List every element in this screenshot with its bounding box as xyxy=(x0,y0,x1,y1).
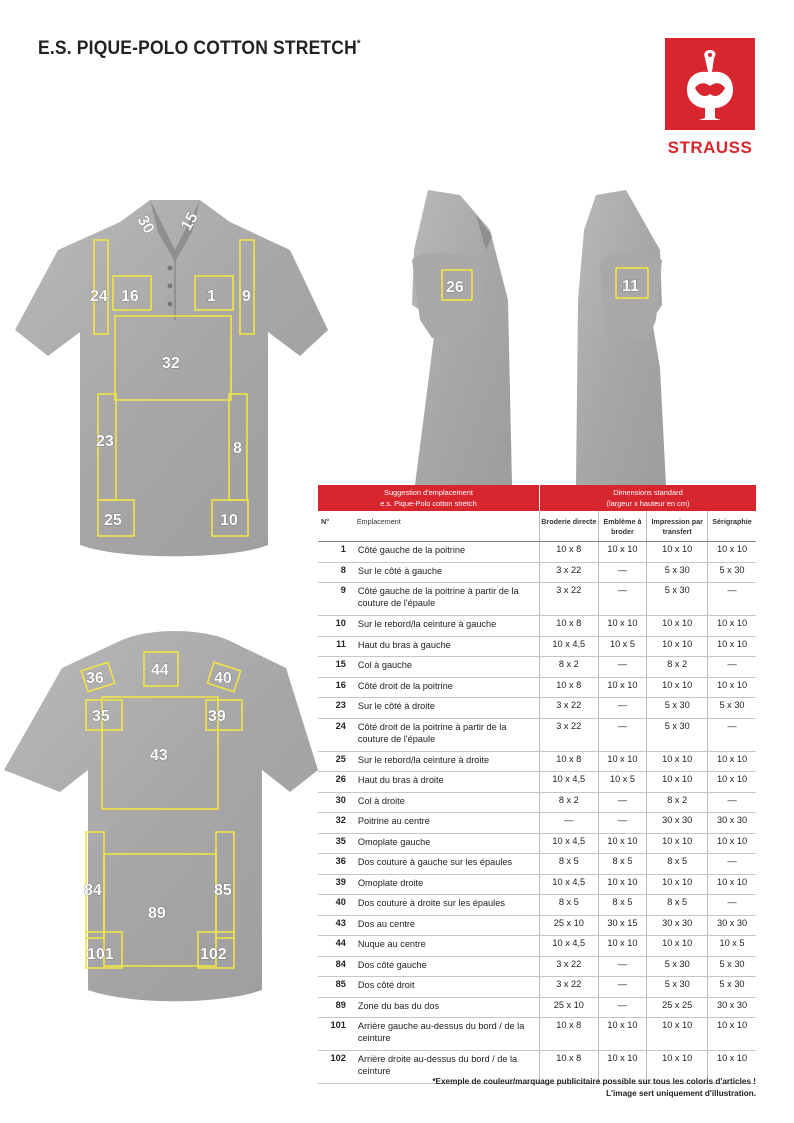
cell-embroidery: 3 x 22 xyxy=(539,583,598,616)
cell-number: 10 xyxy=(318,616,353,637)
col-embroidery: Broderie directe xyxy=(539,511,598,542)
cell-emblem: — xyxy=(598,956,647,977)
dimensions-header: Dimensions standard (largeur x hauteur en cm) xyxy=(539,485,756,511)
cell-location: Dos côté gauche xyxy=(353,956,540,977)
table-row xyxy=(318,751,756,772)
cell-location: Omoplate droite xyxy=(353,874,540,895)
table-row xyxy=(318,997,756,1018)
cell-location: Haut du bras à droite xyxy=(353,772,540,793)
cell-screen: 10 x 10 xyxy=(708,751,756,772)
front-view xyxy=(15,200,328,556)
cell-transfer: 10 x 10 xyxy=(647,616,708,637)
cell-number: 23 xyxy=(318,698,353,719)
cell-number: 85 xyxy=(318,977,353,998)
table-row xyxy=(318,915,756,936)
cell-number: 9 xyxy=(318,583,353,616)
cell-embroidery: 3 x 22 xyxy=(539,562,598,583)
cell-location: Côté droit de la poitrine à partir de la couture de l'épaule xyxy=(353,718,540,751)
cell-transfer: 5 x 30 xyxy=(647,977,708,998)
cell-location: Arrière gauche au-dessus du bord / de la ceinture xyxy=(353,1018,540,1051)
label-8: 8 xyxy=(233,440,242,457)
footnote xyxy=(432,1076,756,1100)
title-mark: * xyxy=(356,38,361,50)
table-row xyxy=(318,616,756,637)
cell-location: Nuque au centre xyxy=(353,936,540,957)
cell-screen: 10 x 10 xyxy=(708,772,756,793)
table-row xyxy=(318,583,756,616)
cell-location: Côté droit de la poitrine xyxy=(353,677,540,698)
cell-transfer: 8 x 5 xyxy=(647,895,708,916)
cell-transfer: 8 x 2 xyxy=(647,657,708,678)
table-row xyxy=(318,874,756,895)
table-row xyxy=(318,562,756,583)
cell-screen: — xyxy=(708,583,756,616)
label-36: 36 xyxy=(86,670,104,687)
cell-location: Arrière droite au-dessus du bord / de la ceinture xyxy=(353,1051,540,1084)
cell-screen: 10 x 10 xyxy=(708,616,756,637)
cell-number: 44 xyxy=(318,936,353,957)
cell-location: Poitrine au centre xyxy=(353,813,540,834)
cell-number: 84 xyxy=(318,956,353,977)
cell-embroidery: 10 x 8 xyxy=(539,1051,598,1084)
cell-location: Dos couture à droite sur les épaules xyxy=(353,895,540,916)
cell-number: 30 xyxy=(318,792,353,813)
cell-transfer: 5 x 30 xyxy=(647,718,708,751)
cell-embroidery: 10 x 4,5 xyxy=(539,833,598,854)
cell-screen: 5 x 30 xyxy=(708,956,756,977)
table-row xyxy=(318,936,756,957)
cell-number: 8 xyxy=(318,562,353,583)
cell-screen: — xyxy=(708,854,756,875)
cell-location: Sur le côté à gauche xyxy=(353,562,540,583)
cell-transfer: 8 x 2 xyxy=(647,792,708,813)
table-row xyxy=(318,657,756,678)
cell-emblem: 10 x 10 xyxy=(598,751,647,772)
cell-screen: 10 x 10 xyxy=(708,874,756,895)
brand-name: STRAUSS xyxy=(667,138,753,157)
table-row xyxy=(318,895,756,916)
cell-embroidery: 10 x 8 xyxy=(539,542,598,563)
label-26: 26 xyxy=(446,279,464,296)
side-view-right xyxy=(412,190,512,485)
cell-transfer: 30 x 30 xyxy=(647,813,708,834)
label-1: 1 xyxy=(207,288,216,305)
cell-location: Col à gauche xyxy=(353,657,540,678)
cell-screen: 10 x 10 xyxy=(708,1018,756,1051)
title-text: E.S. PIQUE-POLO COTTON STRETCH xyxy=(38,38,357,59)
cell-location: Côté gauche de la poitrine à partir de la couture de l'épaule xyxy=(353,583,540,616)
table-row xyxy=(318,542,756,563)
cell-number: 15 xyxy=(318,657,353,678)
cell-transfer: 10 x 10 xyxy=(647,751,708,772)
cell-location: Sur le rebord/la ceinture à droite xyxy=(353,751,540,772)
cell-screen: 10 x 10 xyxy=(708,636,756,657)
side-view-left xyxy=(576,190,666,485)
table-row xyxy=(318,833,756,854)
cell-location: Dos côté droit xyxy=(353,977,540,998)
cell-emblem: 10 x 10 xyxy=(598,542,647,563)
label-9: 9 xyxy=(242,288,251,305)
cell-number: 26 xyxy=(318,772,353,793)
cell-screen: — xyxy=(708,657,756,678)
cell-emblem: 10 x 10 xyxy=(598,936,647,957)
footnote-line1: *Exemple de couleur/marquage publicitaire possible sur tous les coloris d'articles ! xyxy=(432,1077,756,1086)
label-85: 85 xyxy=(214,882,232,899)
label-16: 16 xyxy=(121,288,139,305)
cell-embroidery: 25 x 10 xyxy=(539,915,598,936)
cell-embroidery: 10 x 4,5 xyxy=(539,636,598,657)
side-left-sleeve xyxy=(600,253,662,340)
cell-screen: 5 x 30 xyxy=(708,562,756,583)
cell-screen: 30 x 30 xyxy=(708,997,756,1018)
cell-emblem: 10 x 10 xyxy=(598,833,647,854)
cell-number: 16 xyxy=(318,677,353,698)
cell-location: Sur le côté à droite xyxy=(353,698,540,719)
cell-number: 36 xyxy=(318,854,353,875)
cell-location: Dos couture à gauche sur les épaules xyxy=(353,854,540,875)
side-left-body xyxy=(576,190,666,485)
cell-emblem: — xyxy=(598,792,647,813)
cell-emblem: 10 x 10 xyxy=(598,1051,647,1084)
cell-emblem: 10 x 10 xyxy=(598,677,647,698)
table-row xyxy=(318,636,756,657)
cell-location: Côté gauche de la poitrine xyxy=(353,542,540,563)
label-23: 23 xyxy=(96,433,114,450)
cell-screen: 10 x 10 xyxy=(708,833,756,854)
cell-emblem: 10 x 10 xyxy=(598,616,647,637)
cell-emblem: — xyxy=(598,997,647,1018)
cell-emblem: 8 x 5 xyxy=(598,895,647,916)
table-row xyxy=(318,977,756,998)
cell-number: 1 xyxy=(318,542,353,563)
table-row xyxy=(318,677,756,698)
cell-transfer: 5 x 30 xyxy=(647,698,708,719)
cell-embroidery: 10 x 8 xyxy=(539,751,598,772)
cell-transfer: 8 x 5 xyxy=(647,854,708,875)
cell-number: 35 xyxy=(318,833,353,854)
cell-location: Col à droite xyxy=(353,792,540,813)
cell-screen: 10 x 5 xyxy=(708,936,756,957)
cell-transfer: 5 x 30 xyxy=(647,583,708,616)
label-89: 89 xyxy=(148,905,166,922)
cell-emblem: — xyxy=(598,813,647,834)
col-emblem: Emblème à broder xyxy=(598,511,647,542)
back-view xyxy=(4,631,318,1001)
cell-transfer: 5 x 30 xyxy=(647,562,708,583)
side-right-body xyxy=(412,190,512,485)
cell-screen: — xyxy=(708,718,756,751)
cell-transfer: 10 x 10 xyxy=(647,833,708,854)
label-44: 44 xyxy=(151,662,169,679)
cell-number: 32 xyxy=(318,813,353,834)
cell-embroidery: 10 x 4,5 xyxy=(539,772,598,793)
label-39: 39 xyxy=(208,708,226,725)
placement-table xyxy=(318,485,756,1084)
col-screen: Sérigraphie xyxy=(708,511,756,542)
cell-transfer: 30 x 30 xyxy=(647,915,708,936)
cell-embroidery: 10 x 4,5 xyxy=(539,874,598,895)
cell-transfer: 10 x 10 xyxy=(647,874,708,895)
cell-screen: 10 x 10 xyxy=(708,542,756,563)
table-row xyxy=(318,1018,756,1051)
footnote-line2: L'image sert uniquement d'illustration. xyxy=(606,1089,756,1098)
cell-number: 40 xyxy=(318,895,353,916)
cell-emblem: — xyxy=(598,562,647,583)
cell-transfer: 10 x 10 xyxy=(647,677,708,698)
cell-location: Sur le rebord/la ceinture à gauche xyxy=(353,616,540,637)
cell-location: Zone du bas du dos xyxy=(353,997,540,1018)
col-transfer: Impression par transfert xyxy=(647,511,708,542)
cell-screen: 30 x 30 xyxy=(708,915,756,936)
cell-emblem: 30 x 15 xyxy=(598,915,647,936)
cell-transfer: 10 x 10 xyxy=(647,1018,708,1051)
label-43: 43 xyxy=(150,747,168,764)
cell-embroidery: — xyxy=(539,813,598,834)
label-40: 40 xyxy=(214,670,232,687)
cell-embroidery: 10 x 4,5 xyxy=(539,936,598,957)
cell-emblem: 10 x 5 xyxy=(598,772,647,793)
cell-screen: — xyxy=(708,792,756,813)
cell-transfer: 10 x 10 xyxy=(647,542,708,563)
cell-transfer: 10 x 10 xyxy=(647,636,708,657)
cell-number: 43 xyxy=(318,915,353,936)
cell-embroidery: 8 x 5 xyxy=(539,895,598,916)
cell-number: 39 xyxy=(318,874,353,895)
cell-screen: 30 x 30 xyxy=(708,813,756,834)
cell-screen: 5 x 30 xyxy=(708,698,756,719)
cell-embroidery: 8 x 2 xyxy=(539,657,598,678)
table-row xyxy=(318,813,756,834)
label-102: 102 xyxy=(200,946,227,963)
label-15: 15 xyxy=(178,209,202,234)
cell-number: 24 xyxy=(318,718,353,751)
table-row xyxy=(318,718,756,751)
cell-location: Omoplate gauche xyxy=(353,833,540,854)
cell-transfer: 10 x 10 xyxy=(647,936,708,957)
cell-transfer: 10 x 10 xyxy=(647,1051,708,1084)
placement-rows xyxy=(318,542,756,1084)
cell-embroidery: 3 x 22 xyxy=(539,698,598,719)
cell-emblem: — xyxy=(598,657,647,678)
cell-embroidery: 8 x 5 xyxy=(539,854,598,875)
col-location: Emplacement xyxy=(353,511,540,542)
cell-embroidery: 10 x 8 xyxy=(539,616,598,637)
suggestion-header: Suggestion d'emplacement e.s. Pique-Polo cotton stretch xyxy=(318,485,539,511)
cell-embroidery: 3 x 22 xyxy=(539,718,598,751)
label-101: 101 xyxy=(87,946,114,963)
table-row xyxy=(318,854,756,875)
cell-emblem: — xyxy=(598,718,647,751)
cell-embroidery: 3 x 22 xyxy=(539,977,598,998)
cell-transfer: 10 x 10 xyxy=(647,772,708,793)
cell-number: 102 xyxy=(318,1051,353,1084)
cell-number: 101 xyxy=(318,1018,353,1051)
cell-emblem: — xyxy=(598,977,647,998)
cell-screen: 10 x 10 xyxy=(708,1051,756,1084)
cell-emblem: 10 x 10 xyxy=(598,874,647,895)
cell-number: 25 xyxy=(318,751,353,772)
table-row xyxy=(318,792,756,813)
cell-embroidery: 3 x 22 xyxy=(539,956,598,977)
cell-location: Haut du bras à gauche xyxy=(353,636,540,657)
label-84: 84 xyxy=(84,882,102,899)
cell-number: 89 xyxy=(318,997,353,1018)
cell-screen: 10 x 10 xyxy=(708,677,756,698)
cell-screen: 5 x 30 xyxy=(708,977,756,998)
table-row xyxy=(318,772,756,793)
table-row xyxy=(318,698,756,719)
label-35: 35 xyxy=(92,708,110,725)
cell-transfer: 25 x 25 xyxy=(647,997,708,1018)
cell-location: Dos au centre xyxy=(353,915,540,936)
cell-embroidery: 8 x 2 xyxy=(539,792,598,813)
label-24: 24 xyxy=(90,288,108,305)
cell-number: 11 xyxy=(318,636,353,657)
label-11: 11 xyxy=(622,278,639,295)
cell-emblem: — xyxy=(598,698,647,719)
table-row xyxy=(318,956,756,977)
cell-embroidery: 10 x 8 xyxy=(539,1018,598,1051)
cell-embroidery: 25 x 10 xyxy=(539,997,598,1018)
cell-emblem: 10 x 10 xyxy=(598,1018,647,1051)
col-num: N° xyxy=(318,511,353,542)
cell-emblem: — xyxy=(598,583,647,616)
label-32: 32 xyxy=(162,355,180,372)
cell-transfer: 5 x 30 xyxy=(647,956,708,977)
cell-screen: — xyxy=(708,895,756,916)
cell-emblem: 8 x 5 xyxy=(598,854,647,875)
label-10: 10 xyxy=(220,512,238,529)
label-25: 25 xyxy=(104,512,122,529)
cell-embroidery: 10 x 8 xyxy=(539,677,598,698)
label-30: 30 xyxy=(133,212,158,237)
cell-emblem: 10 x 5 xyxy=(598,636,647,657)
